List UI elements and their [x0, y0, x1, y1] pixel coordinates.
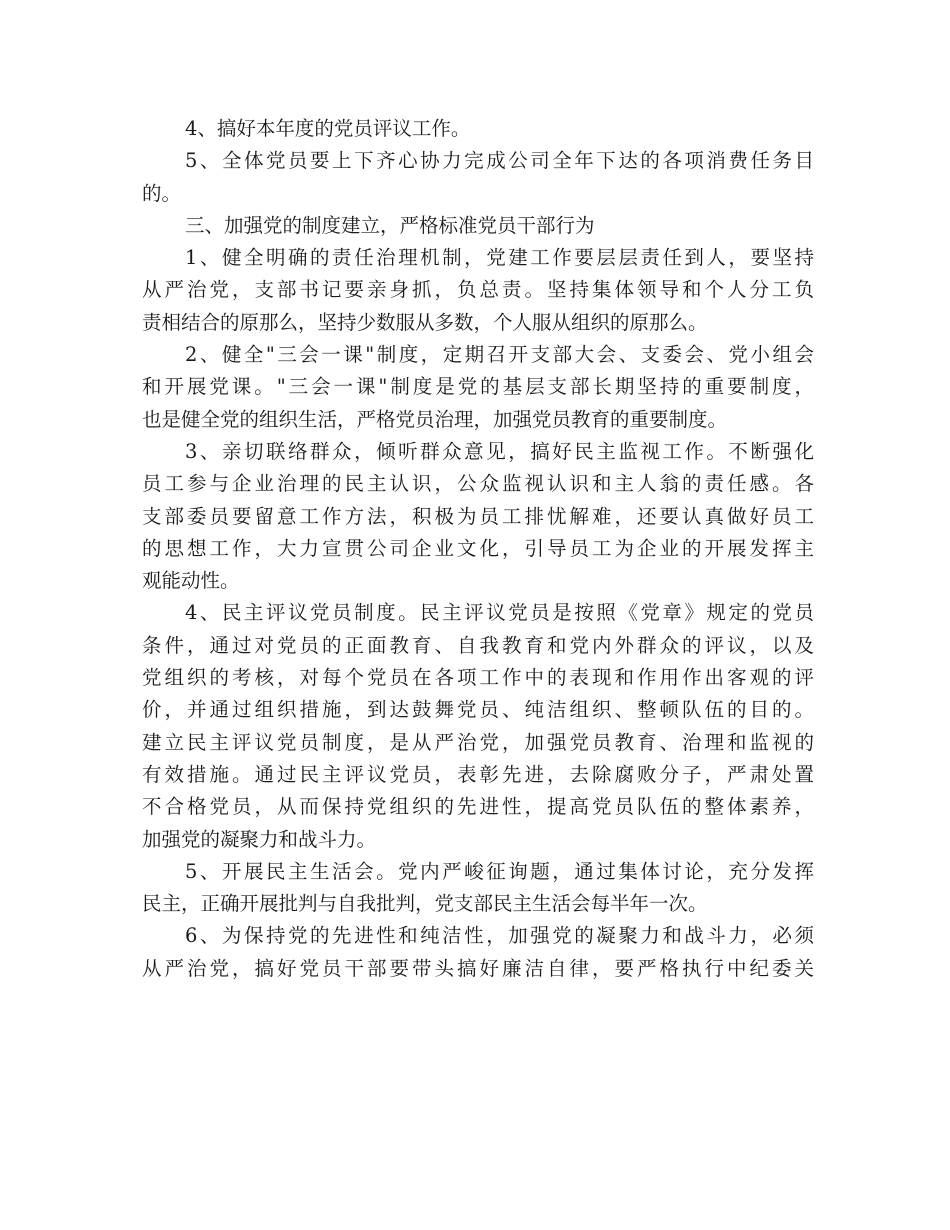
document-body-text: [142, 113, 814, 985]
text-line: 员工参与企业治理的民主认识，公众监视认识和主人翁的责任感。各: [142, 472, 814, 496]
text-line: 党组织的考核，对每个党员在各项工作中的表现和作用作出客观的评: [142, 666, 814, 690]
text-line: 5、开展民主生活会。党内严峻征询题，通过集体讨论，充分发挥: [185, 859, 814, 883]
text-line: 1、健全明确的责任治理机制，党建工作要层层责任到人，要坚持: [185, 246, 814, 270]
text-line: 观能动性。: [142, 569, 240, 593]
text-line: 不合格党员，从而保持党组织的先进性，提高党员队伍的整体素养，: [142, 795, 814, 819]
text-line: 和开展党课。"三会一课"制度是党的基层支部长期坚持的重要制度，: [142, 375, 814, 399]
text-line: 6、为保持党的先进性和纯洁性，加强党的凝聚力和战斗力，必须: [185, 924, 814, 948]
text-line: 4、搞好本年度的党员评议工作。: [185, 117, 471, 140]
text-line: 5、全体党员要上下齐心协力完成公司全年下达的各项消费任务目: [185, 149, 814, 173]
text-line: 4、民主评议党员制度。民主评议党员是按照《党章》规定的党员: [185, 601, 814, 625]
text-line: 3、亲切联络群众，倾听群众意见，搞好民主监视工作。不断强化: [185, 439, 814, 463]
text-line: 的。: [142, 181, 182, 205]
text-line: 建立民主评议党员制度，是从严治党，加强党员教育、治理和监视的: [142, 730, 814, 754]
text-line: 价，并通过组织措施，到达鼓舞党员、纯洁组织、整顿队伍的目的。: [142, 698, 814, 722]
text-line: 三、加强党的制度建立，严格标准党员干部行为: [185, 213, 595, 237]
text-line: 支部委员要留意工作方法，积极为员工排忧解难，还要认真做好员工: [142, 504, 814, 528]
text-line: 条件，通过对党员的正面教育、自我教育和党内外群众的评议，以及: [142, 633, 814, 657]
text-line: 有效措施。通过民主评议党员，表彰先进，去除腐败分子，严肃处置: [142, 762, 814, 786]
text-line: 民主，正确开展批判与自我批判，党支部民主生活会每半年一次。: [142, 892, 708, 916]
text-line: 的思想工作，大力宣贯公司企业文化，引导员工为企业的开展发挥主: [142, 536, 814, 560]
text-line: 从严治党，搞好党员干部要带头搞好廉洁自律，要严格执行中纪委关: [142, 956, 814, 980]
text-line: 责相结合的原那么，坚持少数服从多数，个人服从组织的原那么。: [142, 310, 708, 334]
text-line: 加强党的凝聚力和战斗力。: [142, 827, 377, 851]
text-line: 2、健全"三会一课"制度，定期召开支部大会、支委会、党小组会: [185, 343, 814, 367]
text-line: 也是健全党的组织生活，严格党员治理，加强党员教育的重要制度。: [142, 407, 728, 431]
text-line: 从严治党，支部书记要亲身抓，负总责。坚持集体领导和个人分工负: [142, 278, 814, 302]
